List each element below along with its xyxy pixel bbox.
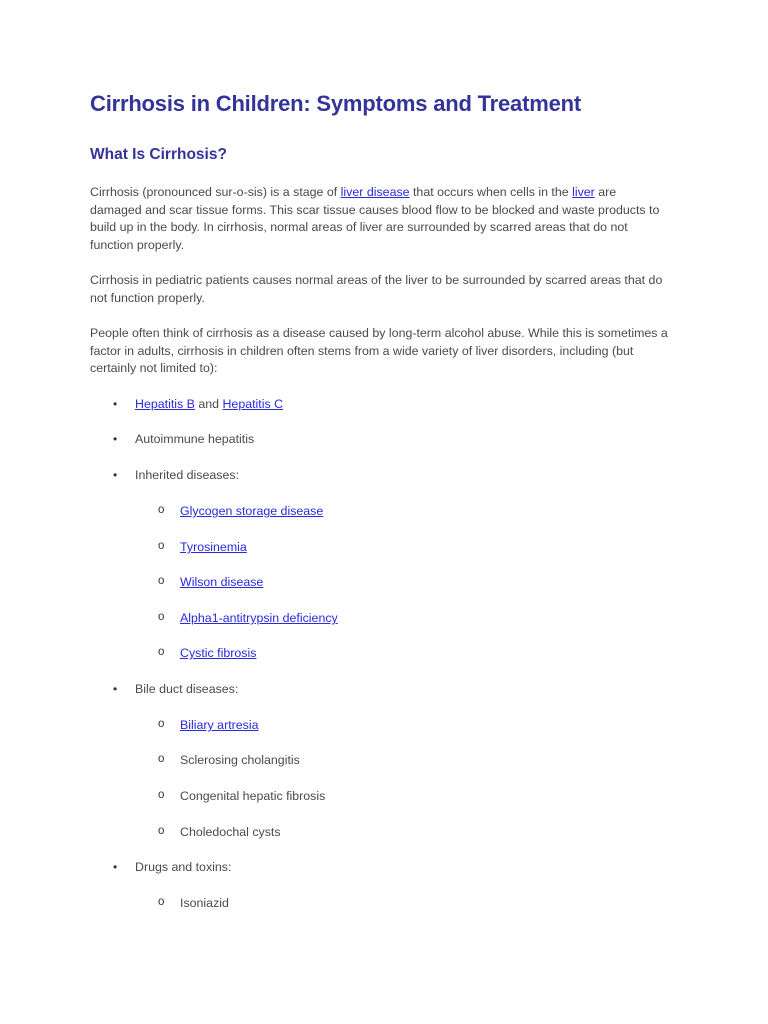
liver-link[interactable]: liver	[572, 185, 595, 199]
tyrosinemia-link[interactable]: Tyrosinemia	[180, 540, 247, 554]
sublist-item-congenital: o Congenital hepatic fibrosis	[180, 788, 325, 804]
sublist-item-choledochal: o Choledochal cysts	[180, 824, 281, 840]
paragraph-text: that occurs when cells in the	[409, 185, 573, 199]
liver-disease-link[interactable]: liver disease	[340, 185, 410, 199]
sublist-item-biliary	[180, 717, 259, 733]
sublist-item-wilson	[180, 574, 263, 590]
paragraph-pediatric: Cirrhosis in pediatric patients causes normal areas of the liver to be surrounded by scarred areas that do not function properly.	[90, 273, 663, 305]
biliary-link[interactable]: Biliary artresia	[180, 718, 259, 732]
paragraph-causes: People often think of cirrhosis as a disease caused by long-term alcohol abuse. While this is sometimes a factor in adults, cirrhosis in children often stems from a wide variety of liver disorders, including (but certainly not limited to):	[90, 326, 668, 376]
list-item-inherited: • Inherited diseases:	[135, 467, 239, 483]
list-item-hepatitis	[135, 396, 283, 412]
cystic-fibrosis-link[interactable]: Cystic fibrosis	[180, 646, 257, 660]
sublist-item-sclerosing: o Sclerosing cholangitis	[180, 752, 300, 768]
wilson-link[interactable]: Wilson disease	[180, 575, 264, 589]
list-text: and	[194, 397, 223, 411]
sublist-item-isoniazid: o Isoniazid	[180, 895, 229, 911]
sublist-item-alpha1	[180, 610, 338, 626]
sublist-item-tyrosinemia	[180, 539, 247, 555]
list-item-autoimmune: • Autoimmune hepatitis	[135, 431, 254, 447]
hepatitis-b-link[interactable]: Hepatitis B	[135, 397, 195, 411]
list-item-drugs: • Drugs and toxins:	[135, 859, 231, 875]
sublist-item-cystic	[180, 645, 256, 661]
page-title: Cirrhosis in Children: Symptoms and Treatment	[90, 91, 581, 116]
paragraph-definition	[90, 184, 670, 255]
sublist-item-glycogen	[180, 503, 323, 519]
hepatitis-c-link[interactable]: Hepatitis C	[222, 397, 284, 411]
alpha1-link[interactable]: Alpha1-antitrypsin deficiency	[180, 611, 338, 625]
paragraph-text: Cirrhosis (pronounced sur-o-sis) is a stage of	[90, 185, 341, 199]
list-item-bile: • Bile duct diseases:	[135, 681, 238, 697]
glycogen-link[interactable]: Glycogen storage disease	[180, 504, 324, 518]
section-heading: What Is Cirrhosis?	[90, 146, 227, 163]
paragraph-text: are damaged and scar tissue forms. This scar tissue causes blood flow to be blocked and waste products to build up in the body. In cirrhosis, normal areas of liver are surrounded by scarred areas that do not function properly.	[90, 185, 660, 253]
